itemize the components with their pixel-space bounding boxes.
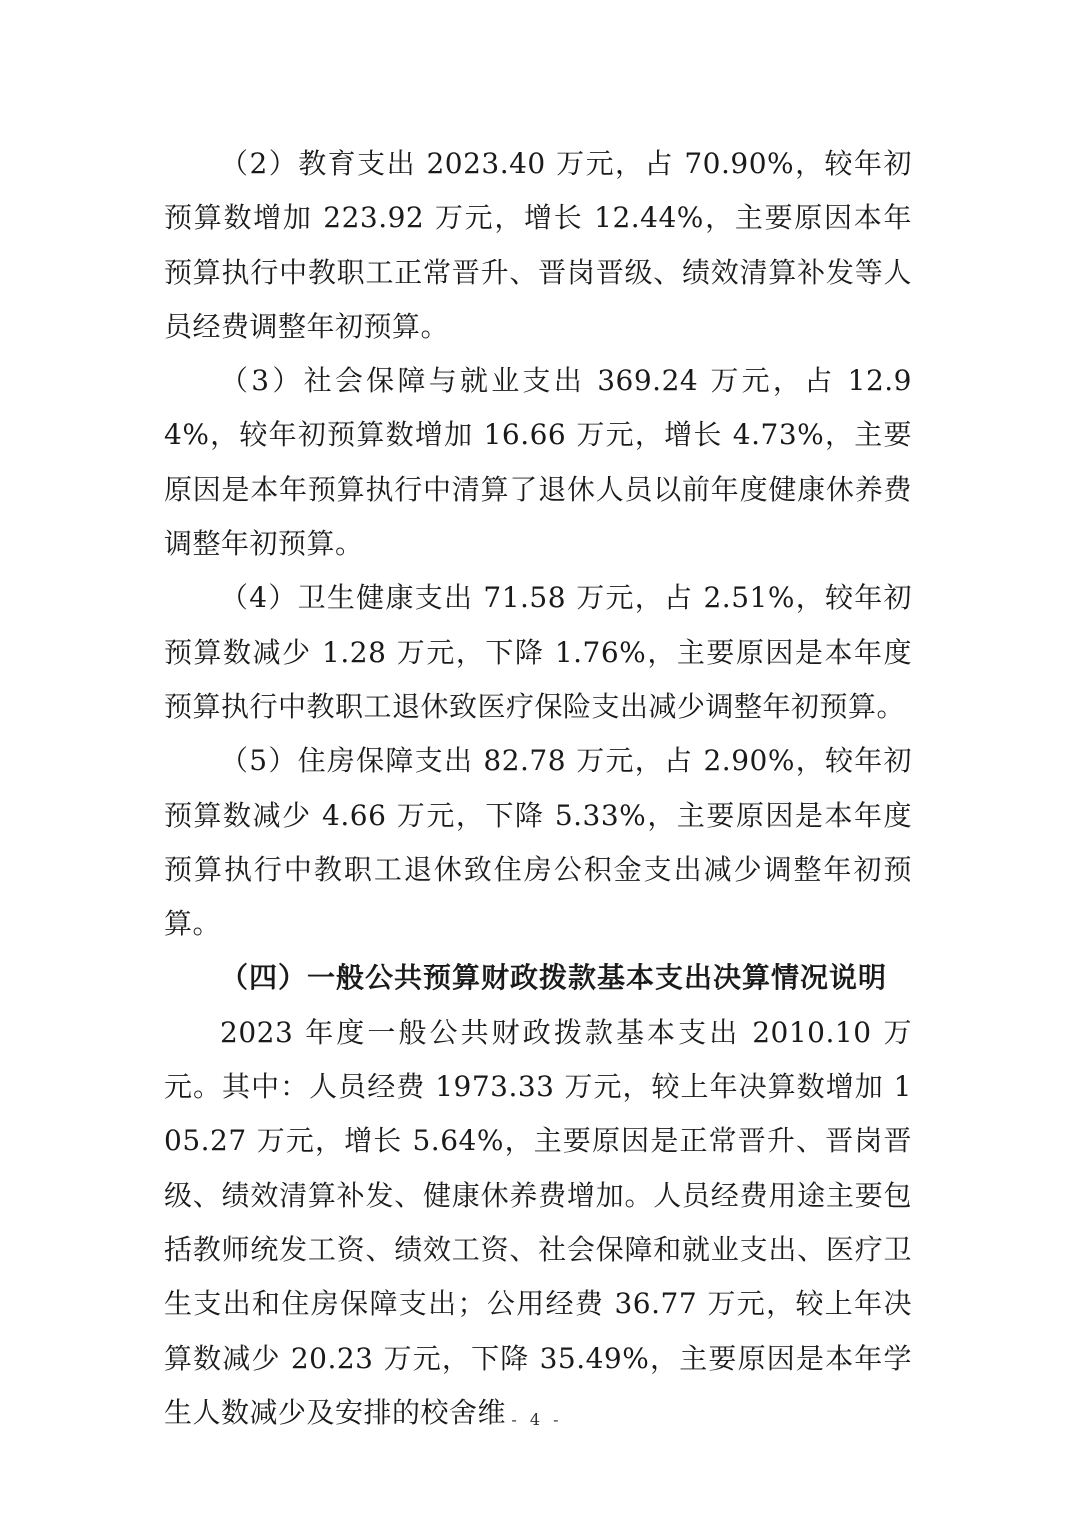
section-heading: （四）一般公共预算财政拨款基本支出决算情况说明	[220, 961, 888, 995]
paragraph-education-expense: （2）教育支出 2023.40 万元，占 70.90%，较年初预算数增加 223.92 万元，增长 12.44%，主要原因本年预算执行中教职工正常晋升、晋岗晋级、绩效清算补发等人员经费调整年初预算。	[164, 147, 912, 343]
paragraph-social-security-expense: （3）社会保障与就业支出 369.24 万元，占 12.94%，较年初预算数增加 16.66 万元，增长 4.73%，主要原因是本年预算执行中清算了退休人员以前年度健康休养费调整年初预算。	[164, 364, 912, 561]
document-body	[164, 137, 912, 1440]
paragraph-housing-expense: （5）住房保障支出 82.78 万元，占 2.90%，较年初预算数减少 4.66 万元，下降 5.33%，主要原因是本年度预算执行中教职工退休致住房公积金支出减少调整年初预算。	[164, 744, 912, 941]
paragraph-health-expense: （4）卫生健康支出 71.58 万元，占 2.51%，较年初预算数减少 1.28 万元，下降 1.76%，主要原因是本年度预算执行中教职工退休致医疗保险支出减少调整年初预算。	[164, 581, 912, 723]
paragraph-basic-expenditure: 2023 年度一般公共财政拨款基本支出 2010.10 万元。其中：人员经费 1973.33 万元，较上年决算数增加 105.27 万元，增长 5.64%，主要原因是正常晋升、晋岗晋级、绩效清算补发、健康休养费增加。人员经费用途主要包括教师统发工资、绩效工资、社会保障和就业支出、医疗卫生支出和住房保障支出；公用经费 36.77 万元，较上年决算数减少 20.23 万元，下降 35.49%，主要原因是本年学生人数减少及安排的校舍维	[164, 1015, 912, 1429]
page-number: - 4 -	[511, 1410, 563, 1429]
